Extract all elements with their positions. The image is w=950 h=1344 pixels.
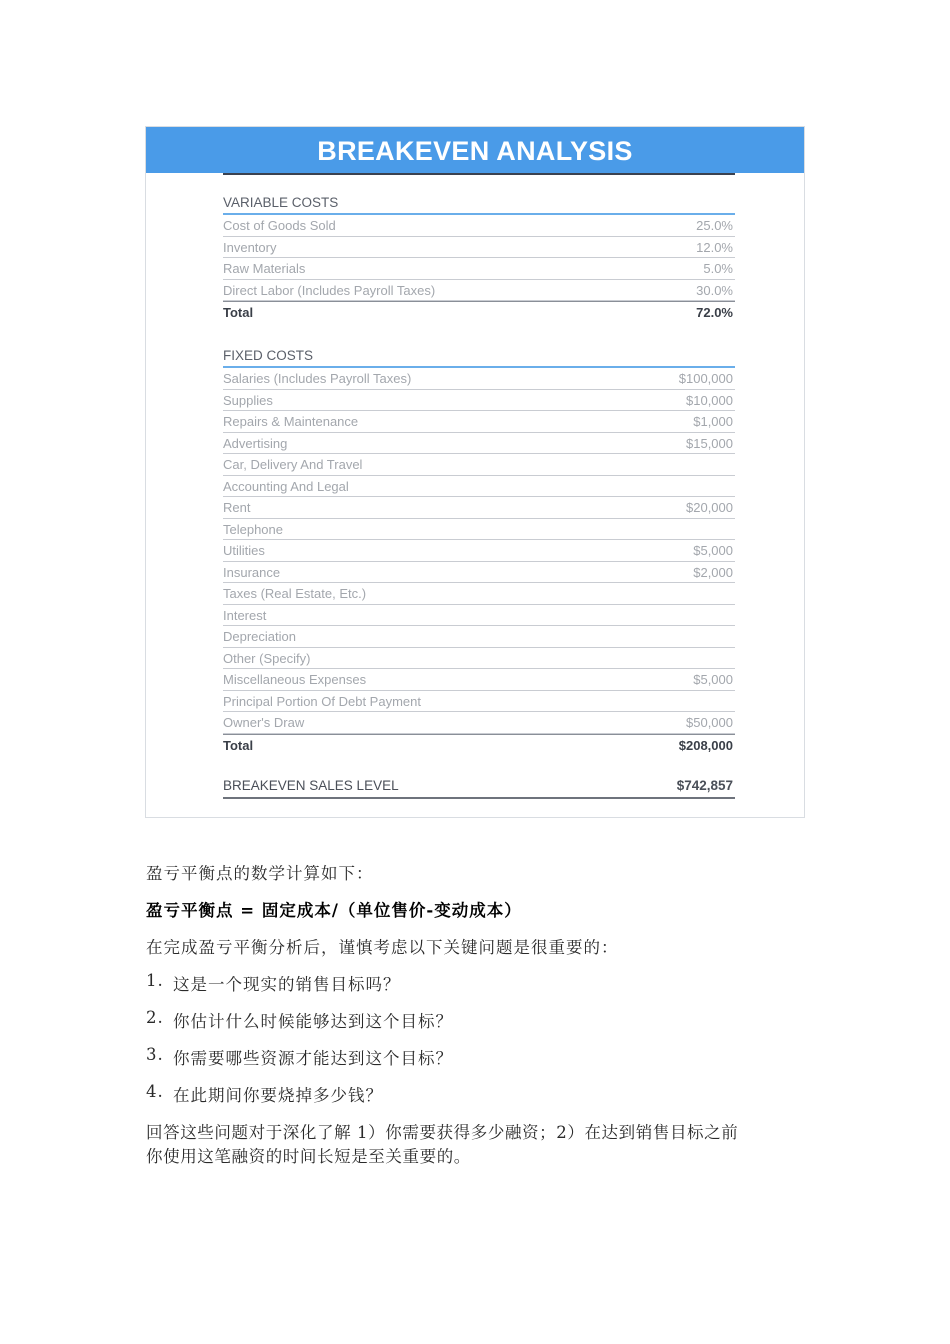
table-row [223, 648, 735, 670]
formula-line: 盈亏平衡点 = 固定成本/（单位售价-变动成本） [146, 901, 522, 920]
table-row [223, 583, 735, 605]
row-label: Direct Labor (Includes Payroll Taxes) [223, 282, 436, 298]
row-label: Salaries (Includes Payroll Taxes) [223, 371, 412, 386]
row-value: $100,000 [678, 371, 733, 386]
table-row [223, 258, 735, 280]
fixed-costs-heading: FIXED COSTS [223, 346, 735, 368]
table-row [223, 497, 735, 519]
fixed-costs-table [223, 346, 735, 756]
variable-costs-table [223, 193, 735, 323]
row-label: Taxes (Real Estate, Etc.) [223, 586, 367, 601]
row-value [733, 454, 735, 475]
row-value [733, 605, 735, 626]
row-label: Repairs & Maintenance [223, 414, 359, 429]
list-item [146, 1008, 806, 1032]
table-row [223, 476, 735, 498]
intro-paragraph: 盈亏平衡点的数学计算如下： [146, 864, 374, 883]
list-number: 3. [146, 1045, 164, 1064]
breakeven-analysis-card [145, 126, 805, 818]
row-label: Car, Delivery And Travel [223, 457, 363, 472]
row-label: Cost of Goods Sold [223, 218, 336, 233]
row-value: 25.0% [696, 218, 733, 233]
row-value [733, 519, 735, 540]
table-row [223, 368, 735, 390]
list-item [146, 971, 806, 995]
total-label: Total [223, 305, 254, 320]
list-number: 1. [146, 971, 164, 990]
table-row [223, 454, 735, 476]
table-row [223, 411, 735, 433]
row-value: 30.0% [696, 282, 733, 298]
row-label: Rent [223, 500, 251, 515]
table-row [223, 280, 735, 302]
list-text: 你估计什么时候能够达到这个目标？ [173, 1012, 453, 1031]
row-label: Utilities [223, 543, 265, 558]
row-label: Telephone [223, 521, 283, 537]
row-value: 12.0% [696, 239, 733, 255]
row-label: Inventory [223, 239, 277, 255]
row-value [733, 626, 735, 647]
total-value: $208,000 [678, 737, 733, 753]
list-text: 这是一个现实的销售目标吗？ [173, 975, 401, 994]
row-value [733, 583, 735, 604]
table-row [223, 626, 735, 648]
total-value: 72.0% [696, 305, 733, 320]
row-value: $5,000 [693, 672, 733, 687]
breakeven-sales-section [223, 775, 735, 799]
variable-costs-total-row [223, 301, 735, 323]
list-number: 2. [146, 1008, 164, 1027]
table-row [223, 712, 735, 734]
list-text: 在此期间你要烧掉多少钱？ [173, 1086, 383, 1105]
row-value: $5,000 [693, 543, 733, 558]
row-label: Principal Portion Of Debt Payment [223, 693, 421, 709]
table-row [223, 669, 735, 691]
closing-paragraph-line1: 回答这些问题对于深化了解 1）你需要获得多少融资；2）在达到销售目标之前 [146, 1123, 739, 1142]
row-value: 5.0% [703, 261, 733, 276]
row-label: Depreciation [223, 629, 296, 644]
total-label: Total [223, 737, 254, 753]
row-label: Accounting And Legal [223, 478, 349, 494]
list-item [146, 1045, 806, 1069]
row-value: $10,000 [686, 392, 733, 408]
fixed-costs-total-row [223, 734, 735, 756]
row-value: $50,000 [686, 715, 733, 730]
row-value: $1,000 [693, 414, 733, 429]
closing-paragraph-line2: 你使用这笔融资的时间长短是至关重要的。 [146, 1147, 471, 1166]
table-row [223, 519, 735, 541]
table-row [223, 237, 735, 259]
row-label: Owner's Draw [223, 715, 305, 730]
variable-costs-heading: VARIABLE COSTS [223, 193, 735, 215]
row-value [733, 648, 735, 669]
breakeven-sales-label: BREAKEVEN SALES LEVEL [223, 778, 399, 793]
row-value: $2,000 [693, 564, 733, 580]
lead-paragraph: 在完成盈亏平衡分析后，谨慎考虑以下关键问题是很重要的： [146, 938, 619, 957]
table-row [223, 562, 735, 584]
row-value: $20,000 [686, 500, 733, 515]
breakeven-sales-row [223, 775, 735, 799]
row-value: $15,000 [686, 435, 733, 451]
row-label: Interest [223, 607, 267, 623]
title-divider [223, 173, 735, 175]
table-row [223, 691, 735, 713]
card-title: BREAKEVEN ANALYSIS [146, 127, 804, 173]
breakeven-sales-value: $742,857 [676, 778, 733, 793]
table-row [223, 605, 735, 627]
row-value [733, 691, 735, 712]
list-number: 4. [146, 1082, 164, 1101]
row-label: Supplies [223, 392, 273, 408]
table-row [223, 390, 735, 412]
row-value [733, 476, 735, 497]
list-item [146, 1082, 806, 1106]
list-text: 你需要哪些资源才能达到这个目标？ [173, 1049, 453, 1068]
table-row [223, 215, 735, 237]
row-label: Other (Specify) [223, 650, 311, 666]
table-row [223, 540, 735, 562]
row-label: Advertising [223, 435, 288, 451]
table-row [223, 433, 735, 455]
row-label: Insurance [223, 564, 281, 580]
row-label: Miscellaneous Expenses [223, 672, 367, 687]
row-label: Raw Materials [223, 261, 306, 276]
